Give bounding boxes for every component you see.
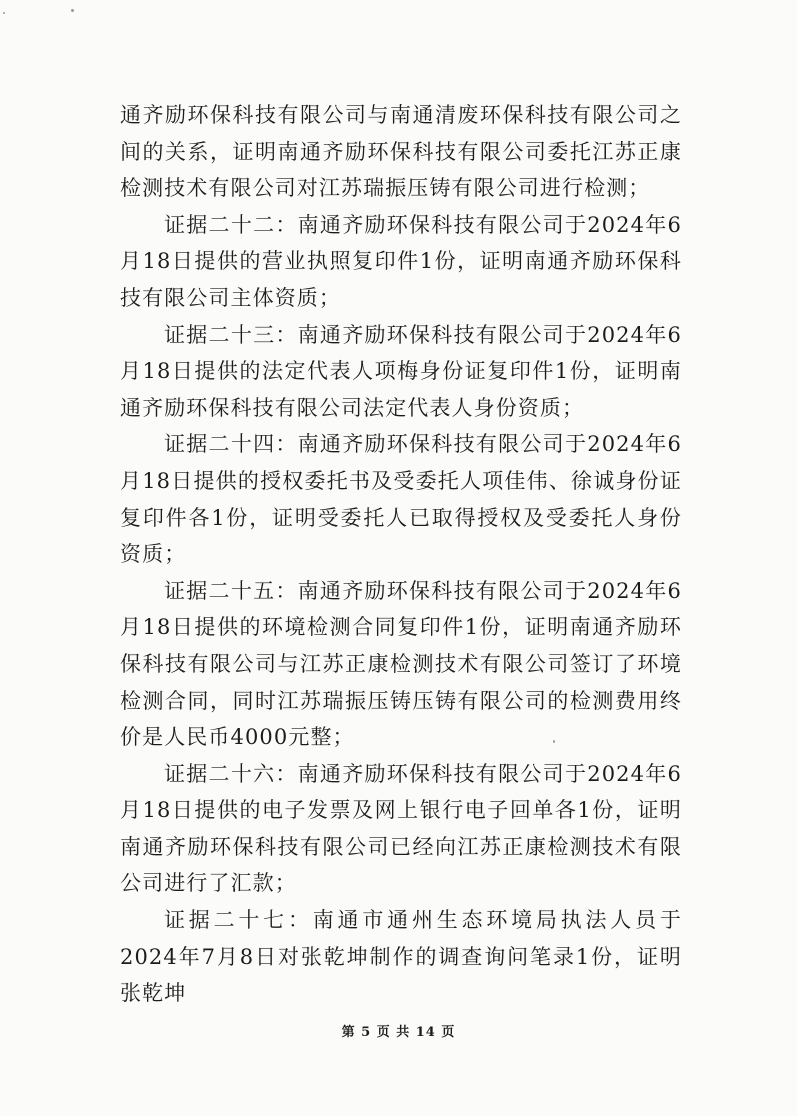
- page-number-footer: 第 5 页 共 14 页: [341, 1025, 456, 1040]
- paragraph-continuation: 通齐励环保科技有限公司与南通清废环保科技有限公司之间的关系，证明南通齐励环保科技有限公司委托江苏正康检测技术有限公司对江苏瑞振压铸有限公司进行检测；: [120, 103, 682, 201]
- paragraph-evidence-25: 证据二十五：南通齐励环保科技有限公司于2024年6月18日提供的环境检测合同复印件1份，证明南通齐励环保科技有限公司与江苏正康检测技术有限公司签订了环境检测合同，同时江苏瑞振压铸压铸有限公司的检测费用终价是人民币4000元整；: [120, 578, 682, 750]
- paragraph-evidence-27: 证据二十七：南通市通州生态环境局执法人员于2024年7月8日对张乾坤制作的调查询问笔录1份，证明张乾坤: [120, 908, 682, 1006]
- document-body: [120, 97, 682, 1012]
- scan-speck: [71, 9, 74, 12]
- paragraph-evidence-24: 证据二十四：南通齐励环保科技有限公司于2024年6月18日提供的授权委托书及受委托人项佳伟、徐诚身份证复印件各1份，证明受委托人已取得授权及受委托人身份资质；: [120, 432, 682, 567]
- scan-speck: [3, 12, 5, 14]
- paragraph-evidence-22: 证据二十二：南通齐励环保科技有限公司于2024年6月18日提供的营业执照复印件1份，证明南通齐励环保科技有限公司主体资质；: [120, 212, 682, 310]
- paragraph-evidence-26: 证据二十六：南通齐励环保科技有限公司于2024年6月18日提供的电子发票及网上银行电子回单各1份，证明南通齐励环保科技有限公司已经向江苏正康检测技术有限公司进行了汇款；: [120, 761, 682, 896]
- scan-speck: [553, 740, 555, 743]
- paragraph-evidence-23: 证据二十三：南通齐励环保科技有限公司于2024年6月18日提供的法定代表人项梅身份证复印件1份，证明南通齐励环保科技有限公司法定代表人身份资质；: [120, 322, 682, 420]
